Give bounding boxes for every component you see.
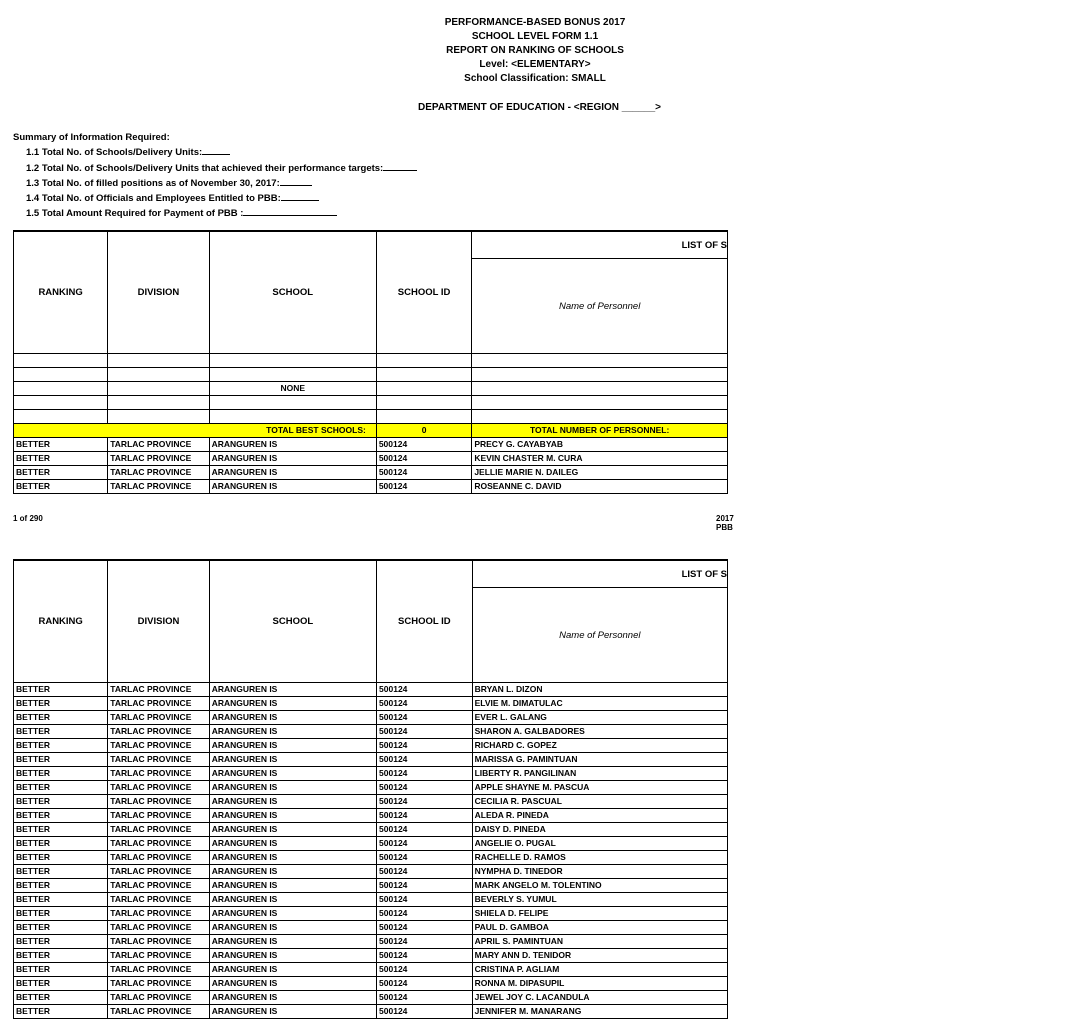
header-school: SCHOOL [209, 560, 376, 683]
table-row [14, 865, 728, 879]
cell-school-id: 500124 [377, 767, 473, 781]
cell-personnel-name: KEVIN CHASTER M. CURA [472, 452, 728, 466]
cell-school-id: 500124 [376, 466, 472, 480]
table-row [14, 438, 728, 452]
table-row [14, 851, 728, 865]
cell-division: TARLAC PROVINCE [108, 823, 209, 837]
cell-school-id: 500124 [377, 739, 473, 753]
cell-ranking: BETTER [14, 725, 108, 739]
cell-school-id: 500124 [377, 865, 473, 879]
table-row [14, 963, 728, 977]
cell-ranking: BETTER [14, 809, 108, 823]
cell-division: TARLAC PROVINCE [108, 991, 209, 1005]
cell-school: ARANGUREN IS [209, 865, 376, 879]
cell-ranking: BETTER [14, 963, 108, 977]
cell-ranking: BETTER [14, 452, 108, 466]
cell-ranking: BETTER [14, 907, 108, 921]
cell-school-id: 500124 [377, 949, 473, 963]
cell-personnel-name: MARK ANGELO M. TOLENTINO [472, 879, 727, 893]
table-row [14, 879, 728, 893]
cell-ranking: BETTER [14, 823, 108, 837]
cell-school: ARANGUREN IS [209, 438, 376, 452]
table-row [14, 837, 728, 851]
cell-ranking: BETTER [14, 438, 108, 452]
table-row [14, 452, 728, 466]
cell-division: TARLAC PROVINCE [108, 438, 209, 452]
cell-school-id: 500124 [377, 823, 473, 837]
cell-division: TARLAC PROVINCE [108, 767, 209, 781]
summary-title: Summary of Information Required: [13, 132, 170, 143]
table-row [14, 739, 728, 753]
cell-ranking: BETTER [14, 711, 108, 725]
cell-personnel-name: PRECY G. CAYABYAB [472, 438, 728, 452]
cell-division: TARLAC PROVINCE [108, 480, 209, 494]
cell-school-id: 500124 [377, 781, 473, 795]
table-row [14, 907, 728, 921]
cell-personnel-name: PAUL D. GAMBOA [472, 921, 727, 935]
cell-personnel-name: APPLE SHAYNE M. PASCUA [472, 781, 727, 795]
cell-school-id: 500124 [376, 452, 472, 466]
cell-ranking: BETTER [14, 1005, 108, 1019]
header-list-of-personnel: LIST OF S [472, 231, 728, 259]
header-school: SCHOOL [209, 231, 376, 354]
cell-division: TARLAC PROVINCE [108, 753, 209, 767]
table-row [14, 809, 728, 823]
cell-division: TARLAC PROVINCE [108, 739, 209, 753]
cell-personnel-name: MARISSA G. PAMINTUAN [472, 753, 727, 767]
total-row [14, 424, 728, 438]
cell-school: ARANGUREN IS [209, 977, 376, 991]
table-row [14, 683, 728, 697]
header-name-of-personnel: Name of Personnel [472, 588, 727, 683]
cell-personnel-name: EVER L. GALANG [472, 711, 727, 725]
cell-personnel-name: MARY ANN D. TENIDOR [472, 949, 727, 963]
cell-school: ARANGUREN IS [209, 480, 376, 494]
cell-school: ARANGUREN IS [209, 823, 376, 837]
cell-school-id: 500124 [376, 480, 472, 494]
cell-personnel-name: JEWEL JOY C. LACANDULA [472, 991, 727, 1005]
header-line-2: SCHOOL LEVEL FORM 1.1 [471, 31, 599, 42]
none-label: NONE [209, 382, 376, 396]
cell-ranking: BETTER [14, 865, 108, 879]
cell-school-id: 500124 [377, 809, 473, 823]
cell-division: TARLAC PROVINCE [108, 452, 209, 466]
cell-personnel-name: CRISTINA P. AGLIAM [472, 963, 727, 977]
header-line-1: PERFORMANCE-BASED BONUS 2017 [444, 17, 626, 28]
cell-division: TARLAC PROVINCE [108, 963, 209, 977]
cell-ranking: BETTER [14, 977, 108, 991]
cell-school: ARANGUREN IS [209, 851, 376, 865]
cell-school: ARANGUREN IS [209, 725, 376, 739]
cell-personnel-name: ANGELIE O. PUGAL [472, 837, 727, 851]
cell-personnel-name: BRYAN L. DIZON [472, 683, 727, 697]
cell-ranking: BETTER [14, 739, 108, 753]
cell-school-id: 500124 [377, 697, 473, 711]
cell-personnel-name: DAISY D. PINEDA [472, 823, 727, 837]
footer-right: 2017 PBB [716, 514, 734, 532]
cell-school-id: 500124 [377, 795, 473, 809]
cell-school: ARANGUREN IS [209, 963, 376, 977]
cell-school-id: 500124 [377, 851, 473, 865]
cell-school: ARANGUREN IS [209, 452, 376, 466]
cell-school-id: 500124 [377, 907, 473, 921]
cell-division: TARLAC PROVINCE [108, 921, 209, 935]
cell-ranking: BETTER [14, 781, 108, 795]
cell-ranking: BETTER [14, 697, 108, 711]
header-ranking: RANKING [14, 560, 108, 683]
cell-school: ARANGUREN IS [209, 795, 376, 809]
summary-item-5: 1.5 Total Amount Required for Payment of PBB : [13, 206, 417, 221]
cell-school-id: 500124 [377, 1005, 473, 1019]
cell-school: ARANGUREN IS [209, 991, 376, 1005]
cell-school: ARANGUREN IS [209, 781, 376, 795]
cell-school: ARANGUREN IS [209, 949, 376, 963]
cell-division: TARLAC PROVINCE [108, 781, 209, 795]
cell-personnel-name: RICHARD C. GOPEZ [472, 739, 727, 753]
cell-school: ARANGUREN IS [209, 739, 376, 753]
cell-school: ARANGUREN IS [209, 935, 376, 949]
cell-personnel-name: SHARON A. GALBADORES [472, 725, 727, 739]
table-row [14, 921, 728, 935]
cell-school-id: 500124 [377, 879, 473, 893]
cell-school: ARANGUREN IS [209, 683, 376, 697]
cell-school: ARANGUREN IS [209, 466, 376, 480]
total-personnel-label: TOTAL NUMBER OF PERSONNEL: [472, 424, 728, 438]
header-division: DIVISION [108, 231, 209, 354]
cell-division: TARLAC PROVINCE [108, 865, 209, 879]
summary-item-3: 1.3 Total No. of filled positions as of November 30, 2017: [13, 176, 417, 191]
table-row [14, 935, 728, 949]
cell-ranking: BETTER [14, 837, 108, 851]
cell-school: ARANGUREN IS [209, 837, 376, 851]
cell-ranking: BETTER [14, 935, 108, 949]
cell-division: TARLAC PROVINCE [108, 879, 209, 893]
cell-school: ARANGUREN IS [209, 767, 376, 781]
cell-ranking: BETTER [14, 466, 108, 480]
page-number: 1 of 290 [13, 514, 43, 523]
cell-division: TARLAC PROVINCE [108, 907, 209, 921]
cell-personnel-name: ROSEANNE C. DAVID [472, 480, 728, 494]
header-school-id: SCHOOL ID [376, 231, 472, 354]
cell-school-id: 500124 [377, 711, 473, 725]
cell-ranking: BETTER [14, 683, 108, 697]
cell-school-id: 500124 [377, 725, 473, 739]
table-row [14, 480, 728, 494]
total-best-schools-value: 0 [376, 424, 472, 438]
total-best-schools-label: TOTAL BEST SCHOOLS: [14, 424, 377, 438]
table-row [14, 466, 728, 480]
cell-division: TARLAC PROVINCE [108, 711, 209, 725]
cell-school: ARANGUREN IS [209, 921, 376, 935]
cell-school-id: 500124 [377, 753, 473, 767]
cell-personnel-name: BEVERLY S. YUMUL [472, 893, 727, 907]
cell-ranking: BETTER [14, 767, 108, 781]
cell-ranking: BETTER [14, 921, 108, 935]
summary-item-2: 1.2 Total No. of Schools/Delivery Units that achieved their performance targets: [13, 161, 417, 176]
cell-ranking: BETTER [14, 893, 108, 907]
cell-division: TARLAC PROVINCE [108, 795, 209, 809]
cell-division: TARLAC PROVINCE [108, 949, 209, 963]
department-line: DEPARTMENT OF EDUCATION - <REGION ______> [418, 102, 662, 113]
header-line-5: School Classification: SMALL [464, 73, 606, 84]
cell-personnel-name: APRIL S. PAMINTUAN [472, 935, 727, 949]
ranking-table-page2 [13, 559, 728, 1019]
cell-school-id: 500124 [377, 935, 473, 949]
header-ranking: RANKING [14, 231, 108, 354]
header-school-id: SCHOOL ID [377, 560, 473, 683]
cell-personnel-name: LIBERTY R. PANGILINAN [472, 767, 727, 781]
page2-rows [14, 683, 728, 1019]
cell-personnel-name: RONNA M. DIPASUPIL [472, 977, 727, 991]
table-row [14, 823, 728, 837]
cell-school-id: 500124 [376, 438, 472, 452]
cell-school: ARANGUREN IS [209, 697, 376, 711]
cell-personnel-name: SHIELA D. FELIPE [472, 907, 727, 921]
cell-ranking: BETTER [14, 991, 108, 1005]
cell-division: TARLAC PROVINCE [108, 935, 209, 949]
cell-school: ARANGUREN IS [209, 809, 376, 823]
header-line-3: REPORT ON RANKING OF SCHOOLS [446, 45, 624, 56]
header-list-of-personnel: LIST OF S [472, 560, 727, 588]
cell-school: ARANGUREN IS [209, 1005, 376, 1019]
header-name-of-personnel: Name of Personnel [472, 259, 728, 354]
table-row [14, 697, 728, 711]
table-row [14, 781, 728, 795]
header-division: DIVISION [108, 560, 209, 683]
cell-school-id: 500124 [377, 991, 473, 1005]
cell-school-id: 500124 [377, 893, 473, 907]
cell-division: TARLAC PROVINCE [108, 725, 209, 739]
cell-ranking: BETTER [14, 949, 108, 963]
cell-division: TARLAC PROVINCE [108, 683, 209, 697]
summary-item-1: 1.1 Total No. of Schools/Delivery Units: [13, 145, 417, 160]
cell-school: ARANGUREN IS [209, 879, 376, 893]
cell-personnel-name: ALEDA R. PINEDA [472, 809, 727, 823]
cell-personnel-name: NYMPHA D. TINEDOR [472, 865, 727, 879]
cell-division: TARLAC PROVINCE [108, 893, 209, 907]
cell-division: TARLAC PROVINCE [108, 809, 209, 823]
cell-school-id: 500124 [377, 977, 473, 991]
table-row [14, 767, 728, 781]
cell-personnel-name: RACHELLE D. RAMOS [472, 851, 727, 865]
table-row [14, 991, 728, 1005]
table-row [14, 1005, 728, 1019]
table-row [14, 753, 728, 767]
page1-rows [14, 438, 728, 494]
cell-ranking: BETTER [14, 795, 108, 809]
cell-personnel-name: CECILIA R. PASCUAL [472, 795, 727, 809]
cell-ranking: BETTER [14, 480, 108, 494]
cell-division: TARLAC PROVINCE [108, 837, 209, 851]
cell-school: ARANGUREN IS [209, 907, 376, 921]
table-row [14, 795, 728, 809]
cell-school-id: 500124 [377, 837, 473, 851]
cell-division: TARLAC PROVINCE [108, 466, 209, 480]
cell-personnel-name: ELVIE M. DIMATULAC [472, 697, 727, 711]
table-row [14, 977, 728, 991]
summary-section [13, 131, 417, 222]
cell-ranking: BETTER [14, 879, 108, 893]
cell-school-id: 500124 [377, 921, 473, 935]
table-row [14, 949, 728, 963]
cell-division: TARLAC PROVINCE [108, 977, 209, 991]
cell-ranking: BETTER [14, 851, 108, 865]
ranking-table-page1 [13, 230, 728, 494]
cell-school-id: 500124 [377, 963, 473, 977]
table-row [14, 725, 728, 739]
cell-personnel-name: JENNIFER M. MANARANG [472, 1005, 727, 1019]
cell-school: ARANGUREN IS [209, 711, 376, 725]
summary-item-4: 1.4 Total No. of Officials and Employees Entitled to PBB: [13, 191, 417, 206]
header-line-4: Level: <ELEMENTARY> [479, 59, 591, 70]
cell-division: TARLAC PROVINCE [108, 1005, 209, 1019]
cell-school: ARANGUREN IS [209, 753, 376, 767]
cell-division: TARLAC PROVINCE [108, 851, 209, 865]
table-row [14, 711, 728, 725]
cell-personnel-name: JELLIE MARIE N. DAILEG [472, 466, 728, 480]
cell-school-id: 500124 [377, 683, 473, 697]
cell-school: ARANGUREN IS [209, 893, 376, 907]
cell-ranking: BETTER [14, 753, 108, 767]
cell-division: TARLAC PROVINCE [108, 697, 209, 711]
table-row [14, 893, 728, 907]
